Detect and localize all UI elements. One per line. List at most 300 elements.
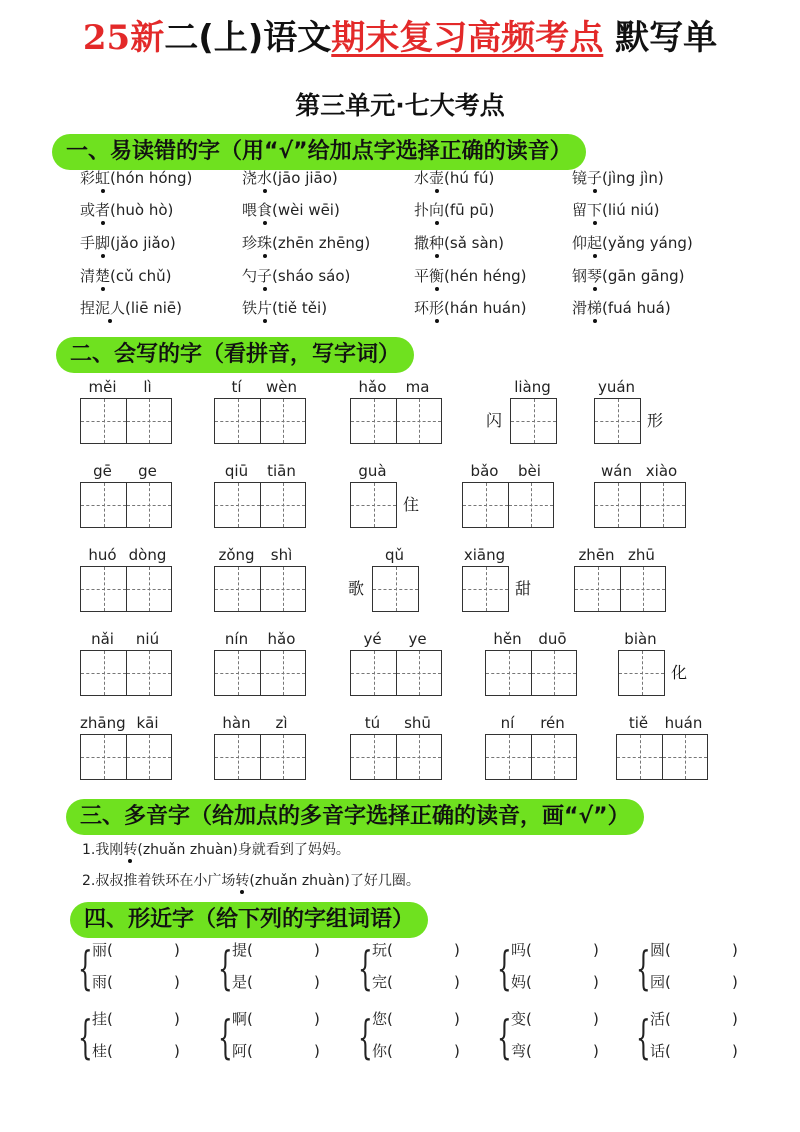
writing-grid[interactable] (214, 650, 306, 696)
brace-icon: { (636, 941, 651, 995)
similar-char-entry[interactable] (232, 1041, 320, 1061)
pinyin-label (462, 546, 507, 564)
sentence-start: 2.叔叔推着铁环在小广场 (82, 873, 236, 889)
page-title (0, 14, 800, 62)
paren-open: ( (665, 1010, 671, 1028)
read-item-options[interactable]: (hén héng) (444, 267, 527, 285)
read-item-char: 留 (572, 201, 588, 219)
paren-open: ( (665, 1042, 671, 1060)
paren-open: ( (247, 973, 253, 991)
similar-char-entry[interactable] (92, 1009, 180, 1029)
similar-char-entry[interactable] (372, 1041, 460, 1061)
pinyin-syllable: bǎo (470, 462, 499, 480)
pinyin-label (80, 462, 170, 480)
writing-cell[interactable] (81, 651, 126, 695)
similar-char: 您 (372, 1010, 388, 1028)
writing-cell[interactable] (260, 483, 305, 527)
read-item (572, 266, 684, 286)
similar-char: 是 (232, 973, 248, 991)
pinyin-label (214, 378, 304, 396)
pinyin-label (80, 714, 170, 732)
read-item-options[interactable]: (wèi wēi) (272, 201, 340, 219)
pinyin-syllable: yuán (597, 378, 636, 396)
read-item-options[interactable]: (fuá huá) (602, 299, 671, 317)
writing-cell[interactable] (531, 651, 576, 695)
writing-grid[interactable] (372, 566, 419, 612)
read-item-dotted-char: 食 (257, 201, 273, 219)
similar-char: 话 (650, 1042, 666, 1060)
similar-char-pair (636, 1009, 756, 1069)
pinyin-label (214, 546, 304, 564)
read-item-char: 浇 (242, 169, 258, 187)
similar-char-entry[interactable] (650, 1009, 738, 1029)
writing-cell[interactable] (81, 567, 126, 611)
read-item (572, 200, 660, 220)
pinyin-syllable: ní (500, 714, 515, 732)
writing-cell[interactable] (617, 735, 662, 779)
similar-char: 提 (232, 941, 248, 959)
read-item-char: 扑 (414, 201, 430, 219)
writing-grid[interactable] (80, 398, 172, 444)
writing-cell[interactable] (215, 651, 260, 695)
pinyin-syllable: hàn (222, 714, 251, 732)
read-item-dotted-char: 种 (429, 234, 445, 252)
similar-char: 弯 (511, 1042, 527, 1060)
similar-char: 变 (511, 1010, 527, 1028)
writing-cell[interactable] (215, 567, 260, 611)
pinyin-syllable: wèn (265, 378, 297, 396)
paren-close: ) (732, 1010, 738, 1028)
grid-suffix-char: 甜 (515, 579, 532, 598)
pinyin-syllable: tiě (628, 714, 649, 732)
read-item-char: 手 (80, 234, 96, 252)
writing-grid[interactable] (214, 482, 306, 528)
similar-char-entry[interactable] (511, 940, 599, 960)
pinyin-syllable: qǔ (384, 546, 405, 564)
pinyin-syllable: ma (405, 378, 430, 396)
similar-char: 活 (650, 1010, 666, 1028)
similar-char-pair (218, 940, 338, 1000)
pinyin-syllable: huó (88, 546, 117, 564)
sentence-end[interactable]: (zhuǎn zhuàn)身就看到了妈妈。 (137, 842, 350, 858)
pinyin-label (594, 378, 639, 396)
pinyin-syllable: kāi (136, 714, 159, 732)
similar-char: 丽 (92, 941, 108, 959)
read-item-options[interactable]: (hán huán) (444, 299, 527, 317)
paren-close: ) (593, 1042, 599, 1060)
writing-grid[interactable] (462, 566, 509, 612)
writing-cell[interactable] (81, 735, 126, 779)
read-item (414, 266, 527, 286)
writing-grid[interactable] (618, 650, 665, 696)
writing-grid[interactable] (350, 482, 397, 528)
similar-char-entry[interactable] (511, 1041, 599, 1061)
similar-char: 完 (372, 973, 388, 991)
pinyin-label (372, 546, 417, 564)
pinyin-label (616, 714, 706, 732)
pinyin-syllable: liàng (514, 378, 551, 396)
paren-open: ( (665, 941, 671, 959)
brace-icon: { (358, 941, 373, 995)
title-type: 默写单 (615, 18, 718, 58)
writing-cell[interactable] (640, 483, 685, 527)
sentence-end[interactable]: (zhuǎn zhuàn)了好几圈。 (249, 873, 420, 889)
paren-open: ( (526, 941, 532, 959)
paren-open: ( (107, 1042, 113, 1060)
read-item (80, 233, 176, 253)
sentence-dotted-char: 转 (235, 873, 250, 889)
writing-grid[interactable] (80, 650, 172, 696)
section2-heading: 二、会写的字（看拼音，写字词） (56, 337, 414, 373)
pinyin-label (462, 462, 552, 480)
similar-char-pair (358, 1009, 478, 1069)
pinyin-syllable: shì (270, 546, 293, 564)
writing-cell[interactable] (620, 567, 665, 611)
brace-icon: { (497, 941, 512, 995)
writing-cell[interactable] (215, 483, 260, 527)
read-item-dotted-char: 起 (587, 234, 603, 252)
similar-char: 妈 (511, 973, 527, 991)
pinyin-label (80, 546, 170, 564)
paren-open: ( (387, 1042, 393, 1060)
read-item-options[interactable]: (gān gāng) (602, 267, 685, 285)
writing-cell[interactable] (351, 735, 396, 779)
read-item-dotted-char: 衡 (429, 267, 445, 285)
similar-char-entry[interactable] (372, 1009, 460, 1029)
writing-cell[interactable] (260, 735, 305, 779)
paren-close: ) (314, 1010, 320, 1028)
sentence-start: 1.我刚 (82, 842, 124, 858)
paren-close: ) (314, 941, 320, 959)
similar-char-entry[interactable] (650, 1041, 738, 1061)
title-year: 25新 (82, 18, 165, 58)
pinyin-syllable: huán (664, 714, 703, 732)
writing-cell[interactable] (508, 483, 553, 527)
read-item-char: 清 (80, 267, 96, 285)
read-item-options[interactable]: (liē niē) (125, 299, 182, 317)
pinyin-syllable: nín (224, 630, 249, 648)
read-item-char: 仰 (572, 234, 588, 252)
section1-heading: 一、易读错的字（用“√”给加点字选择正确的读音） (52, 134, 586, 170)
writing-grid[interactable] (214, 398, 306, 444)
read-item-char: 环 (414, 299, 430, 317)
writing-grid[interactable] (462, 482, 554, 528)
paren-close: ) (593, 1010, 599, 1028)
title-grade: 二(上)语文 (164, 18, 332, 58)
writing-grid[interactable] (350, 734, 442, 780)
similar-char-entry[interactable] (92, 972, 180, 992)
read-item-char: 撒 (414, 234, 430, 252)
read-item-options[interactable]: (cǔ chǔ) (110, 267, 172, 285)
similar-char-pair (636, 940, 756, 1000)
read-item-options[interactable]: (hú fú) (444, 169, 495, 187)
read-item-char: 珍 (242, 234, 258, 252)
read-item (414, 168, 494, 188)
writing-cell[interactable] (619, 651, 664, 695)
writing-cell[interactable] (511, 399, 556, 443)
read-item (414, 200, 494, 220)
paren-open: ( (387, 1010, 393, 1028)
similar-char-pair (78, 1009, 198, 1069)
paren-close: ) (454, 973, 460, 991)
pinyin-label (350, 462, 395, 480)
pinyin-syllable: hǎo (267, 630, 296, 648)
read-item (572, 233, 693, 253)
read-item-dotted-char: 壶 (429, 169, 445, 187)
similar-char-entry[interactable] (650, 940, 738, 960)
read-item (572, 168, 664, 188)
writing-grid[interactable] (574, 566, 666, 612)
similar-char: 挂 (92, 1010, 108, 1028)
pinyin-syllable: zhū (628, 546, 655, 564)
writing-cell[interactable] (396, 399, 441, 443)
brace-icon: { (218, 941, 233, 995)
read-item-dotted-char: 楚 (95, 267, 111, 285)
similar-char-pair (497, 940, 617, 1000)
writing-cell[interactable] (575, 567, 620, 611)
writing-grid[interactable] (80, 482, 172, 528)
grid-suffix-char: 化 (671, 663, 688, 682)
paren-close: ) (314, 973, 320, 991)
pinyin-syllable: zì (275, 714, 288, 732)
pinyin-label (80, 630, 170, 648)
read-item-options[interactable]: (tiě těi) (272, 299, 328, 317)
brace-icon: { (358, 1010, 373, 1064)
writing-cell[interactable] (595, 399, 640, 443)
paren-close: ) (174, 973, 180, 991)
brace-icon: { (497, 1010, 512, 1064)
pinyin-label (350, 378, 440, 396)
pinyin-syllable: wán (601, 462, 632, 480)
writing-cell[interactable] (260, 567, 305, 611)
polyphone-sentence (82, 871, 420, 891)
paren-open: ( (247, 1010, 253, 1028)
read-item (80, 200, 173, 220)
similar-char-pair (497, 1009, 617, 1069)
writing-cell[interactable] (531, 735, 576, 779)
writing-cell[interactable] (126, 567, 171, 611)
pinyin-syllable: dòng (128, 546, 167, 564)
paren-open: ( (665, 973, 671, 991)
pinyin-syllable: rén (540, 714, 565, 732)
similar-char-pair (78, 940, 198, 1000)
paren-open: ( (387, 941, 393, 959)
similar-char-entry[interactable] (232, 972, 320, 992)
read-item-dotted-char: 水 (257, 169, 273, 187)
similar-char-entry[interactable] (232, 1009, 320, 1029)
paren-open: ( (107, 941, 113, 959)
writing-grid[interactable] (594, 482, 686, 528)
writing-cell[interactable] (595, 483, 640, 527)
paren-close: ) (593, 973, 599, 991)
grid-suffix-char: 形 (647, 411, 664, 430)
paren-close: ) (732, 1042, 738, 1060)
read-item (242, 200, 340, 220)
read-item-char: 平 (414, 267, 430, 285)
pinyin-syllable: tú (364, 714, 381, 732)
pinyin-label (485, 630, 575, 648)
similar-char: 啊 (232, 1010, 248, 1028)
pinyin-syllable: guà (358, 462, 387, 480)
paren-open: ( (247, 1042, 253, 1060)
read-item-options[interactable]: (jāo jiāo) (272, 169, 338, 187)
pinyin-syllable: gē (93, 462, 112, 480)
writing-cell[interactable] (81, 483, 126, 527)
writing-grid[interactable] (214, 734, 306, 780)
pinyin-syllable: tiān (267, 462, 296, 480)
writing-cell[interactable] (396, 651, 441, 695)
read-item-char: 铁 (242, 299, 258, 317)
writing-cell[interactable] (126, 651, 171, 695)
read-item (242, 298, 327, 318)
read-item-dotted-char: 子 (587, 169, 603, 187)
writing-cell[interactable] (486, 735, 531, 779)
read-item-options[interactable]: (zhēn zhēng) (272, 234, 371, 252)
similar-char: 阿 (232, 1042, 248, 1060)
writing-grid[interactable] (594, 398, 641, 444)
paren-close: ) (454, 1010, 460, 1028)
writing-cell[interactable] (373, 567, 418, 611)
pinyin-syllable: ye (408, 630, 427, 648)
similar-char-entry[interactable] (372, 972, 460, 992)
similar-char-entry[interactable] (511, 972, 599, 992)
paren-open: ( (387, 973, 393, 991)
writing-cell[interactable] (351, 399, 396, 443)
read-item (242, 266, 350, 286)
read-item-options[interactable]: (sháo sáo) (272, 267, 351, 285)
paren-open: ( (107, 973, 113, 991)
read-item (572, 298, 671, 318)
writing-cell[interactable] (126, 483, 171, 527)
read-item-dotted-char: 琴 (587, 267, 603, 285)
writing-cell[interactable] (463, 567, 508, 611)
similar-char: 桂 (92, 1042, 108, 1060)
pinyin-label (574, 546, 664, 564)
similar-char: 吗 (511, 941, 527, 959)
pinyin-syllable: niú (135, 630, 160, 648)
writing-cell[interactable] (260, 399, 305, 443)
paren-open: ( (247, 941, 253, 959)
read-item (242, 168, 338, 188)
section3-heading: 三、多音字（给加点的多音字选择正确的读音，画“√”） (66, 799, 644, 835)
similar-char-pair (358, 940, 478, 1000)
pinyin-label (510, 378, 555, 396)
pinyin-label (350, 714, 440, 732)
paren-open: ( (526, 1042, 532, 1060)
similar-char-pair (218, 1009, 338, 1069)
pinyin-syllable: zǒng (218, 546, 255, 564)
read-item-dotted-char: 泥人 (95, 299, 126, 317)
paren-close: ) (454, 941, 460, 959)
paren-close: ) (593, 941, 599, 959)
writing-cell[interactable] (215, 735, 260, 779)
pinyin-syllable: zhāng (80, 714, 126, 732)
paren-close: ) (454, 1042, 460, 1060)
pinyin-syllable: xiāng (463, 546, 506, 564)
writing-grid[interactable] (350, 398, 442, 444)
pinyin-label (214, 462, 304, 480)
similar-char-entry[interactable] (372, 940, 460, 960)
grid-suffix-char: 住 (403, 495, 420, 514)
read-item-char: 滑 (572, 299, 588, 317)
writing-grid[interactable] (214, 566, 306, 612)
writing-grid[interactable] (485, 650, 577, 696)
read-item-options[interactable]: (liú niú) (602, 201, 660, 219)
pinyin-syllable: biàn (624, 630, 657, 648)
read-item (80, 298, 182, 318)
writing-grid[interactable] (80, 734, 172, 780)
brace-icon: { (78, 941, 93, 995)
writing-grid[interactable] (350, 650, 442, 696)
pinyin-syllable: xiào (645, 462, 678, 480)
pinyin-syllable: měi (88, 378, 117, 396)
similar-char-entry[interactable] (232, 940, 320, 960)
read-item-options[interactable]: (hón hóng) (110, 169, 193, 187)
read-item-dotted-char: 下 (587, 201, 603, 219)
read-item-options[interactable]: (jǎo jiǎo) (110, 234, 176, 252)
writing-grid[interactable] (510, 398, 557, 444)
pinyin-syllable: zhēn (578, 546, 615, 564)
similar-char: 雨 (92, 973, 108, 991)
section4-heading: 四、形近字（给下列的字组词语） (70, 902, 428, 938)
read-item-options[interactable]: (fū pū) (444, 201, 495, 219)
read-item-dotted-char: 虹 (95, 169, 111, 187)
read-item-char: 钢 (572, 267, 588, 285)
writing-cell[interactable] (351, 483, 396, 527)
similar-char-entry[interactable] (650, 972, 738, 992)
page-subtitle: 第三单元·七大考点 (295, 91, 505, 120)
similar-char-entry[interactable] (92, 1041, 180, 1061)
read-item (80, 266, 172, 286)
writing-grid[interactable] (616, 734, 708, 780)
writing-cell[interactable] (351, 651, 396, 695)
read-item-options[interactable]: (sǎ sàn) (444, 234, 505, 252)
pinyin-syllable: duō (538, 630, 567, 648)
writing-cell[interactable] (396, 735, 441, 779)
writing-cell[interactable] (260, 651, 305, 695)
read-item-char: 水 (414, 169, 430, 187)
writing-cell[interactable] (215, 399, 260, 443)
brace-icon: { (636, 1010, 651, 1064)
paren-close: ) (314, 1042, 320, 1060)
writing-grid[interactable] (80, 566, 172, 612)
read-item-dotted-char: 片 (257, 299, 273, 317)
pinyin-syllable: shū (404, 714, 431, 732)
writing-cell[interactable] (463, 483, 508, 527)
similar-char-entry[interactable] (511, 1009, 599, 1029)
read-item (414, 298, 526, 318)
writing-cell[interactable] (81, 399, 126, 443)
read-item-options[interactable]: (huò hò) (110, 201, 174, 219)
writing-cell[interactable] (486, 651, 531, 695)
read-item-dotted-char: 形 (429, 299, 445, 317)
read-item-dotted-char: 子 (257, 267, 273, 285)
paren-close: ) (174, 1042, 180, 1060)
grid-prefix-char: 歌 (348, 579, 365, 598)
writing-cell[interactable] (662, 735, 707, 779)
polyphone-sentence (82, 840, 350, 860)
paren-close: ) (174, 941, 180, 959)
read-item-options[interactable]: (jìng jìn) (602, 169, 664, 187)
writing-cell[interactable] (126, 735, 171, 779)
similar-char-entry[interactable] (92, 940, 180, 960)
brace-icon: { (78, 1010, 93, 1064)
writing-grid[interactable] (485, 734, 577, 780)
read-item (242, 233, 370, 253)
writing-cell[interactable] (126, 399, 171, 443)
read-item-options[interactable]: (yǎng yáng) (602, 234, 693, 252)
paren-open: ( (526, 973, 532, 991)
